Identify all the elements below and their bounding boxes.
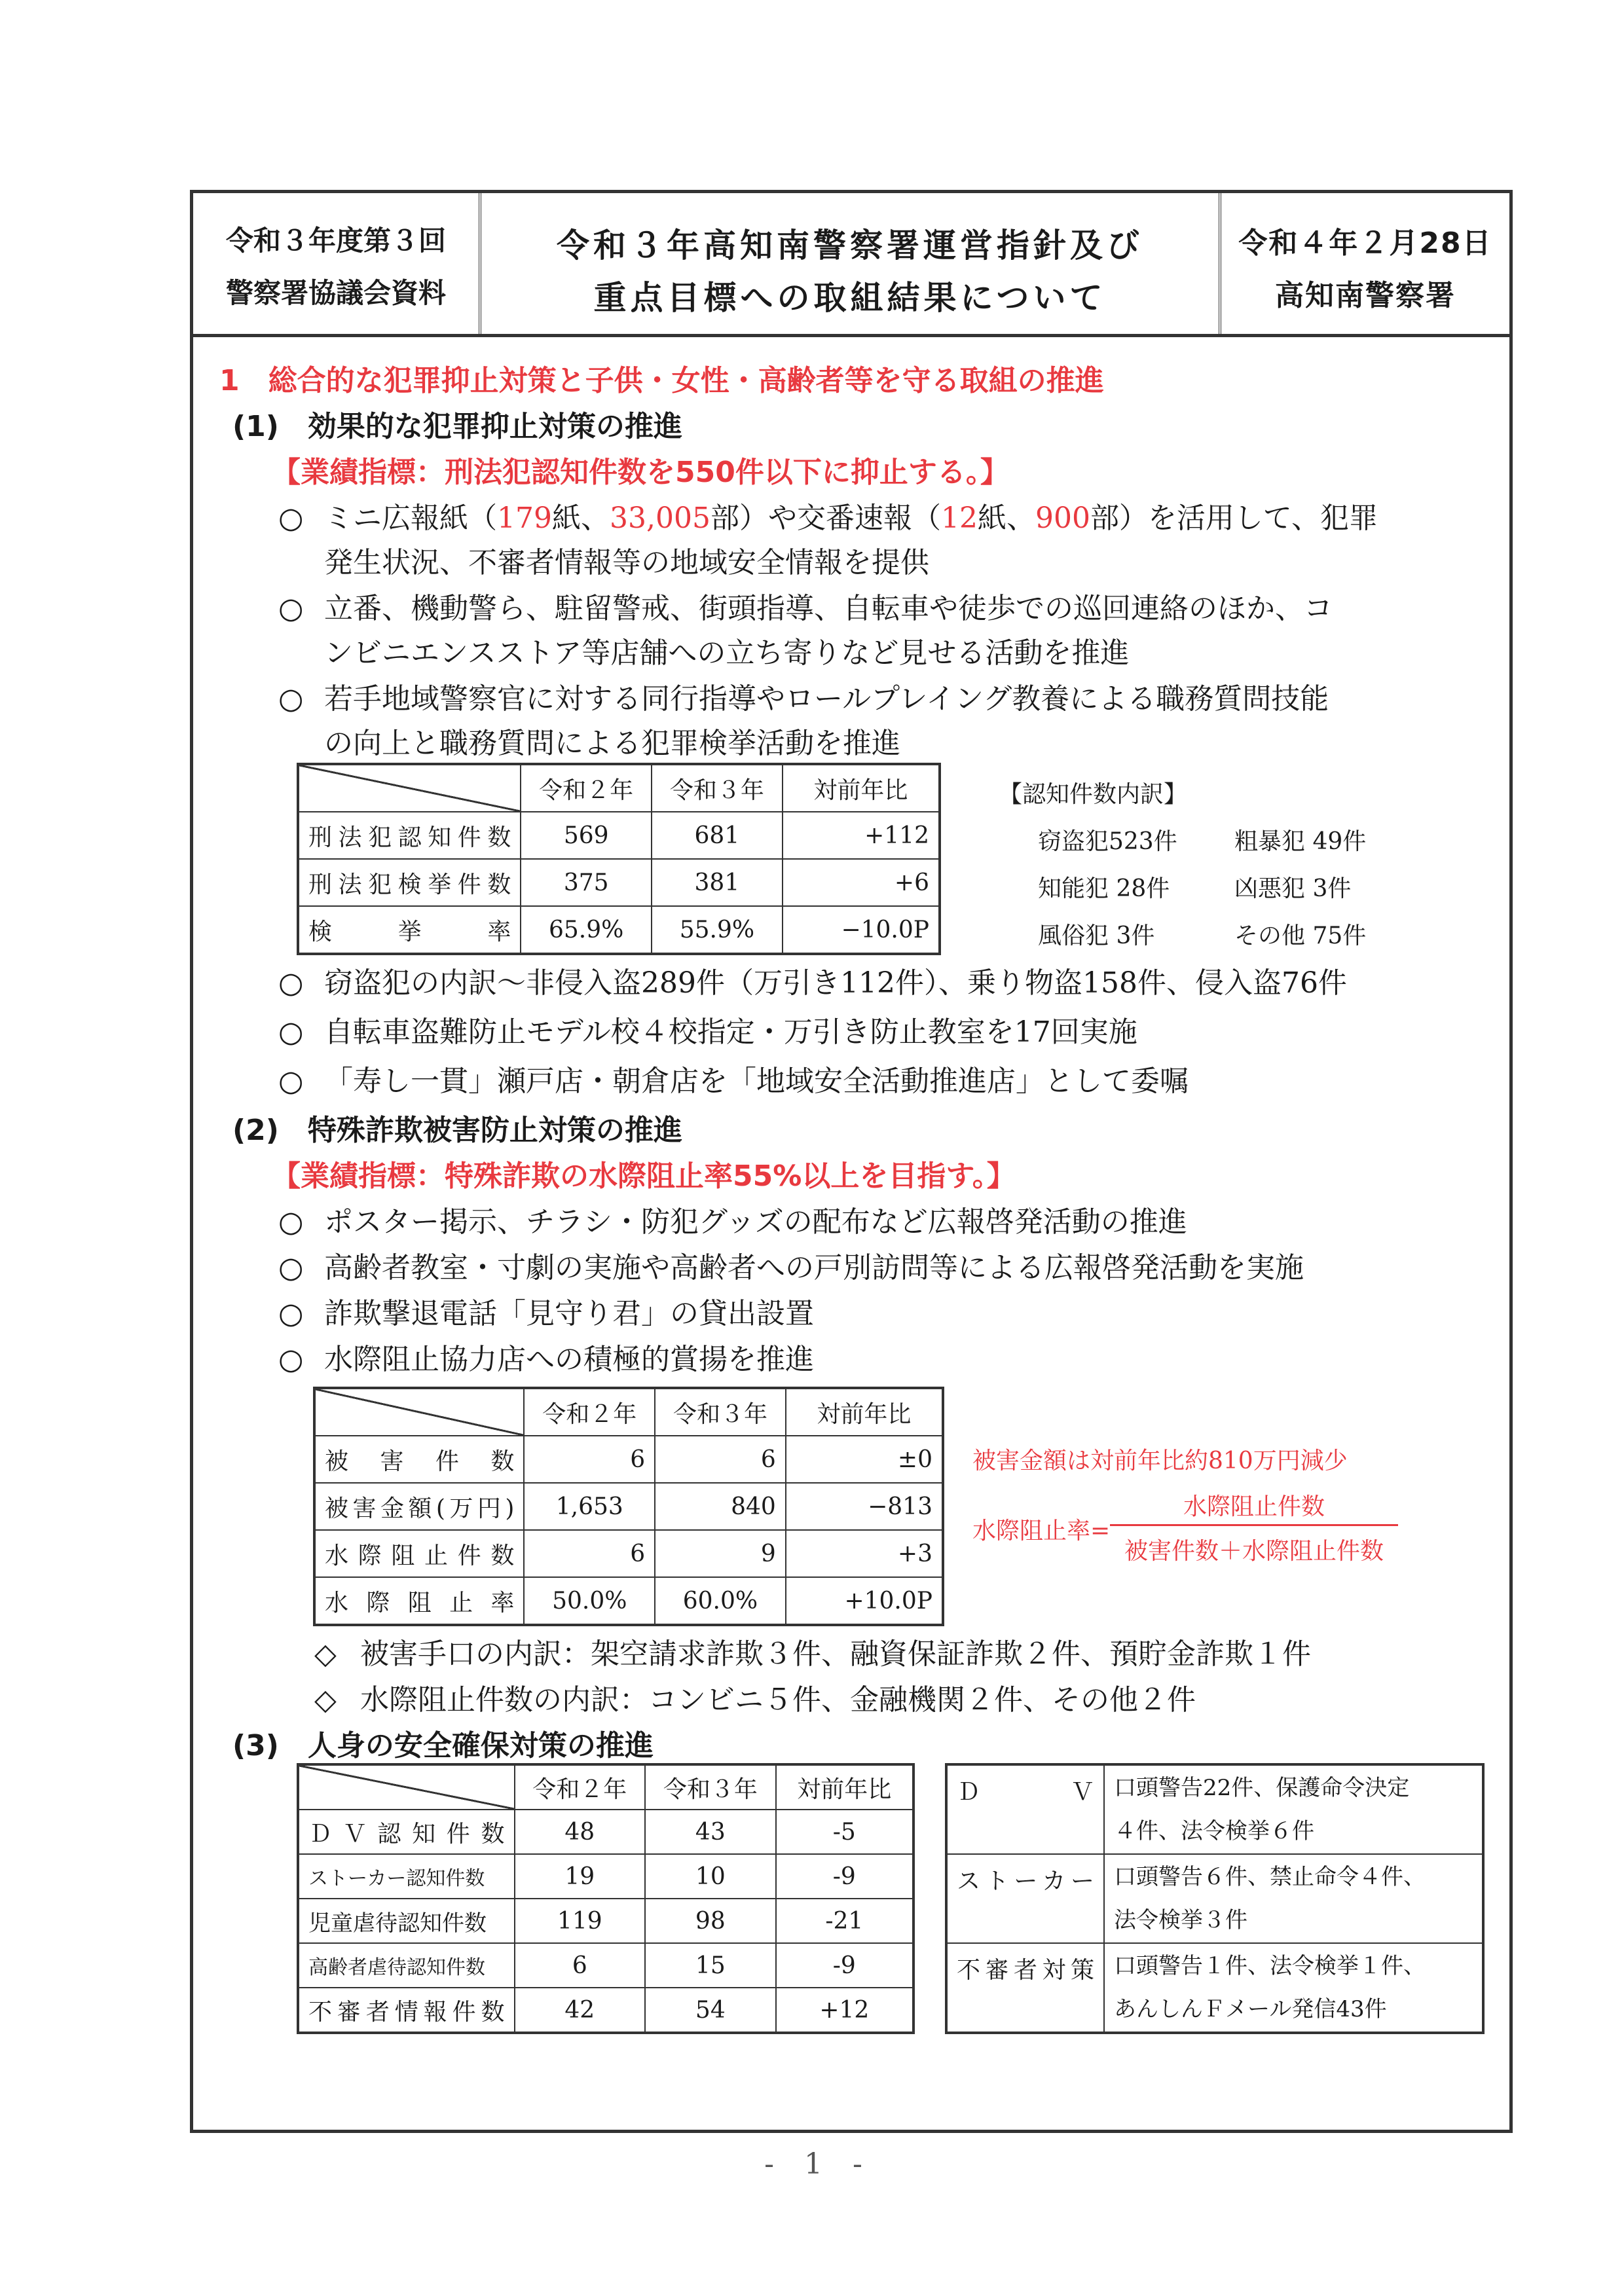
table-row [315,1577,942,1624]
table-row [315,1389,942,1436]
table-row [299,859,939,906]
cell-r2: 6 [524,1530,655,1577]
b2-text: 立番、機動警ら、駐留警戒、街頭指導、自転車や徒歩での巡回連絡のほか、コ [324,592,1333,625]
table-row [299,1943,913,1988]
table-corner-cell [299,765,521,812]
cell-r3: 10 [645,1854,776,1899]
row-label: 刑法犯認知件数 [299,812,521,859]
fraud-stats-table [314,1388,943,1625]
table-row [299,1854,913,1899]
table-header: 対前年比 [783,765,939,812]
sub2-bullet3 [278,1290,814,1332]
sub1-kpi: 【業績指標：刑法犯認知件数を550件以下に抑止する。】 [272,456,1009,489]
circle-bullet-icon: ○ [278,1343,304,1376]
cell-diff: -5 [776,1810,913,1854]
fraction-bar [1110,1524,1398,1526]
cell-diff: −813 [786,1483,942,1530]
circle-bullet-icon: ○ [278,682,304,716]
row-label: 水際阻止件数 [315,1530,524,1577]
measure-detail [1104,1854,1483,1943]
table-row [299,1765,913,1810]
header-station: 高知南警察署 [1275,279,1456,312]
cell-r2: 6 [524,1436,655,1483]
s2b3-text: 詐欺撃退電話「見守り君」の貸出設置 [324,1297,814,1330]
cell-r2: 119 [515,1899,646,1943]
measure-detail [1104,1943,1483,2032]
measure-detail [1104,1765,1483,1854]
cell-diff: -9 [776,1854,913,1899]
header-title-cell [481,193,1221,334]
cell-r3: 681 [652,812,783,859]
row-label: 水際阻止率 [315,1577,524,1624]
cell-diff: +12 [776,1988,913,2032]
b1-mid2: 部）や交番速報（ [710,501,941,535]
cell-r3: 381 [652,859,783,906]
header-title-line2: 重点目標への取組結果について [593,279,1107,317]
safety-measures-table [946,1764,1483,2033]
cell-r3: 98 [645,1899,776,1943]
cell-diff: −10.0P [783,906,939,953]
sub1-bullet6 [278,1057,1189,1099]
formula-numerator: 水際阻止件数 [1183,1493,1325,1520]
cell-r3: 9 [655,1530,786,1577]
sub1-bullet1-line2: 発生状況、不審者情報等の地域安全情報を提供 [324,546,929,579]
cell-r2: 42 [515,1988,646,2032]
breakdown-item: その他 75件 [1234,922,1367,949]
cell-r3: 840 [655,1483,786,1530]
table-row [315,1483,942,1530]
header-date-cell [1221,193,1509,334]
sub2-kpi: 【業績指標：特殊詐欺の水際阻止率55%以上を目指す。】 [272,1159,1016,1193]
cell-r2: 50.0% [524,1577,655,1624]
document-frame [190,190,1513,2133]
sub1-bullet2-line1 [278,585,1333,627]
measure-label: 不審者対策 [947,1943,1104,2032]
table-row [947,1854,1483,1943]
table-header: 令和２年 [521,765,652,812]
header-meeting-line1: 令和３年度第３回 [225,225,446,257]
table-row [299,1899,913,1943]
row-label: 刑法犯検挙件数 [299,859,521,906]
table-row [299,906,939,953]
header-row [193,193,1509,337]
table-corner-cell [315,1389,524,1436]
b4-text: 窃盗犯の内訳～非侵入盗289件（万引き112件）、乗り物盗158件、侵入盗76件 [324,966,1347,1000]
circle-bullet-icon: ○ [278,1251,304,1285]
breakdown-item: 凶悪犯 3件 [1234,875,1352,902]
b1-count3: 12 [940,501,978,535]
row-label: 児童虐待認知件数 [299,1899,515,1943]
table-row [947,1765,1483,1854]
section1-title: 1 総合的な犯罪抑止対策と子供・女性・高齢者等を守る取組の推進 [219,364,1104,397]
circle-bullet-icon: ○ [278,1205,304,1239]
row-label: 被害件数 [315,1436,524,1483]
s2b4-text: 水際阻止協力店への積極的賞揚を推進 [324,1343,814,1376]
formula-label: 水際阻止率= [972,1518,1111,1544]
circle-bullet-icon: ○ [278,501,304,535]
cell-r2: 19 [515,1854,646,1899]
sub2-bullet2 [278,1244,1304,1286]
breakdown-item: 窃盗犯523件 [1038,828,1177,855]
cell-r2: 569 [521,812,652,859]
row-label: 不審者情報件数 [299,1988,515,2032]
crime-stats-table [298,764,940,954]
page-number: - 1 - [764,2147,873,2181]
cell-r3: 60.0% [655,1577,786,1624]
d1-text: 被害手口の内訳：架空請求詐欺３件、融資保証詐欺２件、預貯金詐欺１件 [360,1637,1311,1671]
circle-bullet-icon: ○ [278,1297,304,1330]
diamond-bullet-icon: ◇ [314,1637,337,1671]
measure-line: あんしんＦメール発信43件 [1114,1996,1387,2022]
b1-count1: 179 [497,501,552,535]
sub2-title: (2) 特殊詐欺被害防止対策の推進 [232,1114,682,1147]
header-meeting-line2: 警察署協議会資料 [225,277,446,309]
cell-diff: +3 [786,1530,942,1577]
measure-line: 口頭警告１件、法令検挙１件、 [1114,1953,1426,1979]
cell-diff: -9 [776,1943,913,1988]
diamond-bullet-icon: ◇ [314,1683,337,1717]
measure-line: 法令検挙３件 [1114,1907,1247,1933]
sub1-title: (1) 効果的な犯罪抑止対策の推進 [232,410,682,443]
table-row [299,765,939,812]
sub2-bullet4 [278,1336,814,1377]
measure-label: ストーカー [947,1854,1104,1943]
b6-text: 「寿し一貫」瀬戸店・朝倉店を「地域安全活動推進店」として委嘱 [324,1065,1189,1098]
cell-r2: 1,653 [524,1483,655,1530]
cell-r3: 55.9% [652,906,783,953]
cell-diff: -21 [776,1899,913,1943]
sub2-detail1 [314,1630,1311,1672]
b1-mid1: 紙、 [551,501,610,535]
table-header: 令和２年 [515,1765,646,1810]
cell-r2: 6 [515,1943,646,1988]
circle-bullet-icon: ○ [278,966,304,1000]
sub1-bullet1-line1 [278,494,1378,536]
table-row [299,812,939,859]
row-label: 被害金額(万円) [315,1483,524,1530]
cell-r3: 6 [655,1436,786,1483]
b3-text: 若手地域警察官に対する同行指導やロールプレイング教養による職務質問技能 [324,682,1329,716]
row-label: 検挙率 [299,906,521,953]
formula-denominator: 被害件数＋水際阻止件数 [1124,1538,1384,1565]
table-header: 令和３年 [645,1765,776,1810]
cell-diff: +112 [783,812,939,859]
s2b1-text: ポスター掲示、チラシ・防犯グッズの配布など広報啓発活動の推進 [324,1205,1187,1239]
b1-count2: 33,005 [609,501,710,535]
table-corner-cell [299,1765,515,1810]
safety-stats-table [298,1764,913,2033]
b1-mid3: 紙、 [977,501,1035,535]
header-date: 令和４年２月28日 [1238,227,1492,260]
table-row [315,1436,942,1483]
b1-count4: 900 [1035,501,1090,535]
header-meeting-cell [193,193,481,334]
s2b2-text: 高齢者教室・寸劇の実施や高齢者への戸別訪問等による広報啓発活動を実施 [324,1251,1304,1285]
row-label: ストーカー認知件数 [299,1854,515,1899]
circle-bullet-icon: ○ [278,1015,304,1049]
table-header: 対前年比 [786,1389,942,1436]
cell-diff: +6 [783,859,939,906]
table-row [299,1810,913,1854]
table-header: 令和３年 [655,1389,786,1436]
breakdown-item: 知能犯 28件 [1038,875,1170,902]
cell-r2: 48 [515,1810,646,1854]
circle-bullet-icon: ○ [278,1065,304,1098]
sub1-bullet3-line1 [278,675,1329,717]
cell-r3: 15 [645,1943,776,1988]
sub2-detail2 [314,1676,1196,1718]
table-row [315,1530,942,1577]
sub1-bullet3-line2: の向上と職務質問による犯罪検挙活動を推進 [324,727,900,760]
cell-r2: 65.9% [521,906,652,953]
b1-post: 部）を活用して、犯罪 [1090,501,1378,535]
cell-r3: 43 [645,1810,776,1854]
table-header: 令和３年 [652,765,783,812]
measure-line: 口頭警告６件、禁止命令４件、 [1114,1864,1426,1890]
cell-diff: +10.0P [786,1577,942,1624]
breakdown-item: 風俗犯 3件 [1038,922,1155,949]
cell-diff: ±0 [786,1436,942,1483]
sub1-bullet2-line2: ンビニエンスストア等店舗への立ち寄りなど見せる活動を推進 [324,636,1130,670]
b5-text: 自転車盗難防止モデル校４校指定・万引き防止教室を17回実施 [324,1015,1137,1049]
row-label: 高齢者虐待認知件数 [299,1943,515,1988]
breakdown-item: 粗暴犯 49件 [1234,828,1367,855]
sub1-bullet5 [278,1008,1137,1050]
cell-r3: 54 [645,1988,776,2032]
header-title-line1: 令和３年高知南警察署運営指針及び [557,227,1143,264]
sub1-bullet4 [278,959,1347,1001]
measure-label: ＤＶ [947,1765,1104,1854]
breakdown-title: 【認知件数内訳】 [999,781,1188,808]
b1-pre: ミニ広報紙（ [324,501,497,535]
row-label: ＤＶ認知件数 [299,1810,515,1854]
table-row [947,1943,1483,2032]
sub2-bullet1 [278,1198,1187,1240]
table-header: 令和２年 [524,1389,655,1436]
table-header: 対前年比 [776,1765,913,1810]
measure-line: ４件、法令検挙６件 [1114,1818,1314,1844]
sub3-title: (3) 人身の安全確保対策の推進 [232,1729,654,1762]
circle-bullet-icon: ○ [278,592,304,625]
cell-r2: 375 [521,859,652,906]
damage-note: 被害金額は対前年比約810万円減少 [972,1448,1348,1474]
d2-text: 水際阻止件数の内訳：コンビニ５件、金融機関２件、その他２件 [360,1683,1196,1717]
table-row [299,1988,913,2032]
measure-line: 口頭警告22件、保護命令決定 [1114,1775,1410,1801]
